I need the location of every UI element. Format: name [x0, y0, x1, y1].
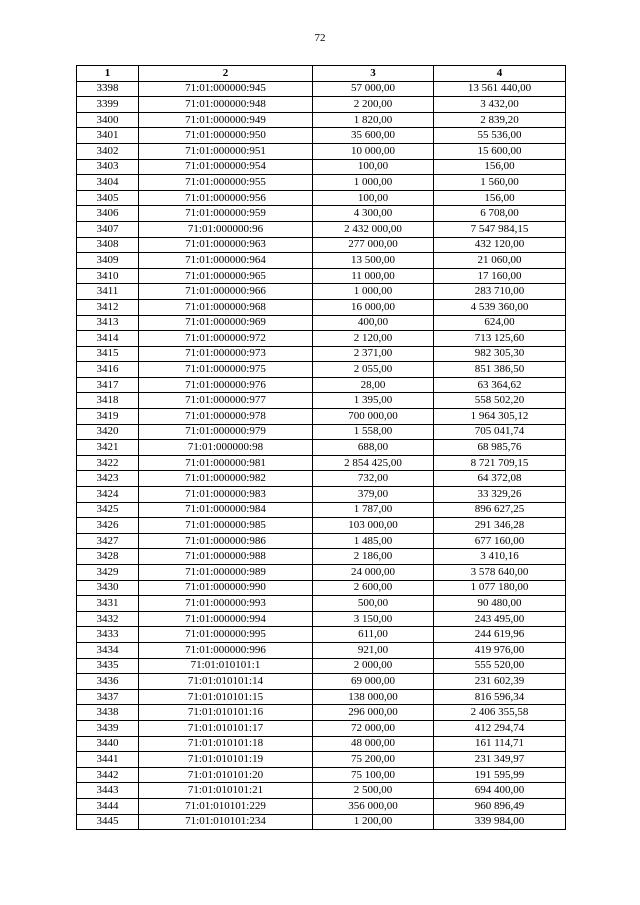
table-header [77, 66, 566, 82]
cadastral-number-cell: 71:01:000000:995 [139, 627, 313, 643]
value-cell: 705 041,74 [434, 424, 566, 440]
data-table [76, 65, 566, 830]
table-row [77, 128, 566, 144]
value-cell: 191 595,99 [434, 767, 566, 783]
cadastral-number-cell: 71:01:010101:21 [139, 783, 313, 799]
row-number-cell: 3445 [77, 814, 139, 830]
area-cell: 138 000,00 [313, 689, 434, 705]
cadastral-number-cell: 71:01:000000:979 [139, 424, 313, 440]
value-cell: 21 060,00 [434, 253, 566, 269]
row-number-cell: 3426 [77, 518, 139, 534]
area-cell: 2 186,00 [313, 549, 434, 565]
value-cell: 231 349,97 [434, 752, 566, 768]
row-number-cell: 3421 [77, 440, 139, 456]
value-cell: 156,00 [434, 159, 566, 175]
value-cell: 4 539 360,00 [434, 299, 566, 315]
row-number-cell: 3401 [77, 128, 139, 144]
table-row [77, 409, 566, 425]
cadastral-number-cell: 71:01:000000:945 [139, 81, 313, 97]
row-number-cell: 3435 [77, 658, 139, 674]
cadastral-number-cell: 71:01:010101:1 [139, 658, 313, 674]
area-cell: 1 395,00 [313, 393, 434, 409]
cadastral-number-cell: 71:01:000000:976 [139, 377, 313, 393]
value-cell: 2 839,20 [434, 112, 566, 128]
row-number-cell: 3413 [77, 315, 139, 331]
area-cell: 2 000,00 [313, 658, 434, 674]
cadastral-number-cell: 71:01:000000:969 [139, 315, 313, 331]
table-row [77, 346, 566, 362]
area-cell: 103 000,00 [313, 518, 434, 534]
table-row [77, 611, 566, 627]
table-row [77, 221, 566, 237]
value-cell: 896 627,25 [434, 502, 566, 518]
value-cell: 15 600,00 [434, 143, 566, 159]
area-cell: 100,00 [313, 159, 434, 175]
row-number-cell: 3411 [77, 284, 139, 300]
row-number-cell: 3402 [77, 143, 139, 159]
area-cell: 3 150,00 [313, 611, 434, 627]
cadastral-number-cell: 71:01:010101:20 [139, 767, 313, 783]
cadastral-number-cell: 71:01:000000:955 [139, 175, 313, 191]
table-row [77, 565, 566, 581]
value-cell: 17 160,00 [434, 268, 566, 284]
cadastral-number-cell: 71:01:000000:993 [139, 596, 313, 612]
value-cell: 231 602,39 [434, 674, 566, 690]
cadastral-number-cell: 71:01:000000:948 [139, 97, 313, 113]
value-cell: 816 596,34 [434, 689, 566, 705]
row-number-cell: 3405 [77, 190, 139, 206]
table-row [77, 783, 566, 799]
row-number-cell: 3400 [77, 112, 139, 128]
row-number-cell: 3439 [77, 720, 139, 736]
table-row [77, 253, 566, 269]
value-cell: 694 400,00 [434, 783, 566, 799]
row-number-cell: 3444 [77, 798, 139, 814]
row-number-cell: 3417 [77, 377, 139, 393]
cadastral-number-cell: 71:01:000000:984 [139, 502, 313, 518]
value-cell: 555 520,00 [434, 658, 566, 674]
table-row [77, 487, 566, 503]
table-row [77, 237, 566, 253]
row-number-cell: 3398 [77, 81, 139, 97]
area-cell: 2 055,00 [313, 362, 434, 378]
table-row [77, 143, 566, 159]
value-cell: 432 120,00 [434, 237, 566, 253]
value-cell: 851 386,50 [434, 362, 566, 378]
row-number-cell: 3433 [77, 627, 139, 643]
value-cell: 624,00 [434, 315, 566, 331]
row-number-cell: 3406 [77, 206, 139, 222]
area-cell: 13 500,00 [313, 253, 434, 269]
column-header-2: 2 [139, 66, 313, 82]
cadastral-number-cell: 71:01:010101:18 [139, 736, 313, 752]
row-number-cell: 3442 [77, 767, 139, 783]
table-row [77, 377, 566, 393]
table-row [77, 206, 566, 222]
cadastral-number-cell: 71:01:000000:96 [139, 221, 313, 237]
area-cell: 732,00 [313, 471, 434, 487]
row-number-cell: 3419 [77, 409, 139, 425]
table-row [77, 814, 566, 830]
area-cell: 24 000,00 [313, 565, 434, 581]
row-number-cell: 3416 [77, 362, 139, 378]
value-cell: 982 305,30 [434, 346, 566, 362]
table-row [77, 440, 566, 456]
table-row [77, 689, 566, 705]
table-row [77, 642, 566, 658]
table-row [77, 798, 566, 814]
cadastral-number-cell: 71:01:000000:985 [139, 518, 313, 534]
value-cell: 1 964 305,12 [434, 409, 566, 425]
area-cell: 277 000,00 [313, 237, 434, 253]
cadastral-number-cell: 71:01:000000:988 [139, 549, 313, 565]
value-cell: 3 578 640,00 [434, 565, 566, 581]
area-cell: 75 200,00 [313, 752, 434, 768]
area-cell: 1 485,00 [313, 533, 434, 549]
cadastral-number-cell: 71:01:000000:982 [139, 471, 313, 487]
value-cell: 419 976,00 [434, 642, 566, 658]
value-cell: 558 502,20 [434, 393, 566, 409]
row-number-cell: 3437 [77, 689, 139, 705]
area-cell: 2 120,00 [313, 331, 434, 347]
value-cell: 6 708,00 [434, 206, 566, 222]
area-cell: 100,00 [313, 190, 434, 206]
area-cell: 2 432 000,00 [313, 221, 434, 237]
area-cell: 1 200,00 [313, 814, 434, 830]
table-row [77, 299, 566, 315]
table-row [77, 720, 566, 736]
value-cell: 677 160,00 [434, 533, 566, 549]
value-cell: 243 495,00 [434, 611, 566, 627]
cadastral-number-cell: 71:01:000000:950 [139, 128, 313, 144]
area-cell: 500,00 [313, 596, 434, 612]
row-number-cell: 3423 [77, 471, 139, 487]
cadastral-number-cell: 71:01:000000:989 [139, 565, 313, 581]
column-header-3: 3 [313, 66, 434, 82]
table-row [77, 424, 566, 440]
page-number: 72 [314, 32, 326, 44]
row-number-cell: 3432 [77, 611, 139, 627]
table-row [77, 580, 566, 596]
cadastral-number-cell: 71:01:000000:990 [139, 580, 313, 596]
cadastral-number-cell: 71:01:000000:956 [139, 190, 313, 206]
value-cell: 3 410,16 [434, 549, 566, 565]
area-cell: 69 000,00 [313, 674, 434, 690]
column-header-1: 1 [77, 66, 139, 82]
row-number-cell: 3434 [77, 642, 139, 658]
area-cell: 379,00 [313, 487, 434, 503]
area-cell: 296 000,00 [313, 705, 434, 721]
row-number-cell: 3412 [77, 299, 139, 315]
row-number-cell: 3414 [77, 331, 139, 347]
table-row [77, 97, 566, 113]
value-cell: 1 077 180,00 [434, 580, 566, 596]
row-number-cell: 3408 [77, 237, 139, 253]
cadastral-number-cell: 71:01:000000:972 [139, 331, 313, 347]
area-cell: 2 600,00 [313, 580, 434, 596]
cadastral-number-cell: 71:01:000000:977 [139, 393, 313, 409]
row-number-cell: 3429 [77, 565, 139, 581]
cadastral-number-cell: 71:01:000000:981 [139, 455, 313, 471]
row-number-cell: 3425 [77, 502, 139, 518]
table-row [77, 767, 566, 783]
cadastral-number-cell: 71:01:010101:17 [139, 720, 313, 736]
cadastral-number-cell: 71:01:000000:98 [139, 440, 313, 456]
table-row [77, 393, 566, 409]
table-row [77, 471, 566, 487]
value-cell: 33 329,26 [434, 487, 566, 503]
row-number-cell: 3441 [77, 752, 139, 768]
value-cell: 412 294,74 [434, 720, 566, 736]
value-cell: 8 721 709,15 [434, 455, 566, 471]
row-number-cell: 3424 [77, 487, 139, 503]
value-cell: 7 547 984,15 [434, 221, 566, 237]
cadastral-number-cell: 71:01:000000:963 [139, 237, 313, 253]
cadastral-number-cell: 71:01:000000:968 [139, 299, 313, 315]
row-number-cell: 3422 [77, 455, 139, 471]
cadastral-number-cell: 71:01:010101:229 [139, 798, 313, 814]
cadastral-number-cell: 71:01:000000:951 [139, 143, 313, 159]
table-row [77, 175, 566, 191]
area-cell: 2 371,00 [313, 346, 434, 362]
table-row [77, 736, 566, 752]
value-cell: 156,00 [434, 190, 566, 206]
area-cell: 35 600,00 [313, 128, 434, 144]
cadastral-number-cell: 71:01:000000:994 [139, 611, 313, 627]
table-row [77, 533, 566, 549]
cadastral-number-cell: 71:01:010101:15 [139, 689, 313, 705]
value-cell: 283 710,00 [434, 284, 566, 300]
value-cell: 64 372,08 [434, 471, 566, 487]
cadastral-number-cell: 71:01:000000:975 [139, 362, 313, 378]
value-cell: 713 125,60 [434, 331, 566, 347]
table-row [77, 331, 566, 347]
value-cell: 161 114,71 [434, 736, 566, 752]
table-row [77, 159, 566, 175]
row-number-cell: 3403 [77, 159, 139, 175]
area-cell: 1 000,00 [313, 284, 434, 300]
table-row [77, 596, 566, 612]
cadastral-number-cell: 71:01:000000:949 [139, 112, 313, 128]
table-row [77, 284, 566, 300]
value-cell: 63 364,62 [434, 377, 566, 393]
table-row [77, 549, 566, 565]
area-cell: 11 000,00 [313, 268, 434, 284]
value-cell: 244 619,96 [434, 627, 566, 643]
area-cell: 1 558,00 [313, 424, 434, 440]
table-row [77, 658, 566, 674]
table-body [77, 81, 566, 830]
table-row [77, 705, 566, 721]
row-number-cell: 3409 [77, 253, 139, 269]
table-row [77, 518, 566, 534]
area-cell: 48 000,00 [313, 736, 434, 752]
cadastral-number-cell: 71:01:010101:16 [139, 705, 313, 721]
area-cell: 1 820,00 [313, 112, 434, 128]
area-cell: 400,00 [313, 315, 434, 331]
value-cell: 68 985,76 [434, 440, 566, 456]
row-number-cell: 3415 [77, 346, 139, 362]
value-cell: 339 984,00 [434, 814, 566, 830]
area-cell: 4 300,00 [313, 206, 434, 222]
table-row [77, 674, 566, 690]
value-cell: 55 536,00 [434, 128, 566, 144]
row-number-cell: 3430 [77, 580, 139, 596]
table-row [77, 455, 566, 471]
row-number-cell: 3428 [77, 549, 139, 565]
cadastral-number-cell: 71:01:010101:14 [139, 674, 313, 690]
area-cell: 10 000,00 [313, 143, 434, 159]
table-row [77, 502, 566, 518]
row-number-cell: 3443 [77, 783, 139, 799]
data-table-container [76, 65, 565, 830]
value-cell: 960 896,49 [434, 798, 566, 814]
cadastral-number-cell: 71:01:000000:954 [139, 159, 313, 175]
cadastral-number-cell: 71:01:000000:964 [139, 253, 313, 269]
area-cell: 921,00 [313, 642, 434, 658]
area-cell: 2 200,00 [313, 97, 434, 113]
cadastral-number-cell: 71:01:010101:234 [139, 814, 313, 830]
table-row [77, 362, 566, 378]
area-cell: 16 000,00 [313, 299, 434, 315]
value-cell: 2 406 355,58 [434, 705, 566, 721]
area-cell: 72 000,00 [313, 720, 434, 736]
area-cell: 75 100,00 [313, 767, 434, 783]
table-row [77, 190, 566, 206]
area-cell: 611,00 [313, 627, 434, 643]
cadastral-number-cell: 71:01:000000:959 [139, 206, 313, 222]
table-row [77, 627, 566, 643]
row-number-cell: 3438 [77, 705, 139, 721]
row-number-cell: 3418 [77, 393, 139, 409]
row-number-cell: 3427 [77, 533, 139, 549]
row-number-cell: 3407 [77, 221, 139, 237]
column-header-4: 4 [434, 66, 566, 82]
table-row [77, 752, 566, 768]
area-cell: 1 000,00 [313, 175, 434, 191]
cadastral-number-cell: 71:01:000000:978 [139, 409, 313, 425]
cadastral-number-cell: 71:01:000000:966 [139, 284, 313, 300]
area-cell: 28,00 [313, 377, 434, 393]
area-cell: 57 000,00 [313, 81, 434, 97]
row-number-cell: 3440 [77, 736, 139, 752]
cadastral-number-cell: 71:01:000000:983 [139, 487, 313, 503]
value-cell: 1 560,00 [434, 175, 566, 191]
row-number-cell: 3436 [77, 674, 139, 690]
row-number-cell: 3404 [77, 175, 139, 191]
cadastral-number-cell: 71:01:000000:996 [139, 642, 313, 658]
table-row [77, 81, 566, 97]
table-row [77, 315, 566, 331]
value-cell: 90 480,00 [434, 596, 566, 612]
area-cell: 1 787,00 [313, 502, 434, 518]
area-cell: 688,00 [313, 440, 434, 456]
cadastral-number-cell: 71:01:000000:965 [139, 268, 313, 284]
cadastral-number-cell: 71:01:000000:986 [139, 533, 313, 549]
table-row [77, 112, 566, 128]
row-number-cell: 3420 [77, 424, 139, 440]
area-cell: 356 000,00 [313, 798, 434, 814]
value-cell: 13 561 440,00 [434, 81, 566, 97]
cadastral-number-cell: 71:01:010101:19 [139, 752, 313, 768]
cadastral-number-cell: 71:01:000000:973 [139, 346, 313, 362]
row-number-cell: 3399 [77, 97, 139, 113]
row-number-cell: 3410 [77, 268, 139, 284]
area-cell: 700 000,00 [313, 409, 434, 425]
area-cell: 2 500,00 [313, 783, 434, 799]
table-row [77, 268, 566, 284]
value-cell: 3 432,00 [434, 97, 566, 113]
value-cell: 291 346,28 [434, 518, 566, 534]
header-row [77, 66, 566, 82]
row-number-cell: 3431 [77, 596, 139, 612]
area-cell: 2 854 425,00 [313, 455, 434, 471]
